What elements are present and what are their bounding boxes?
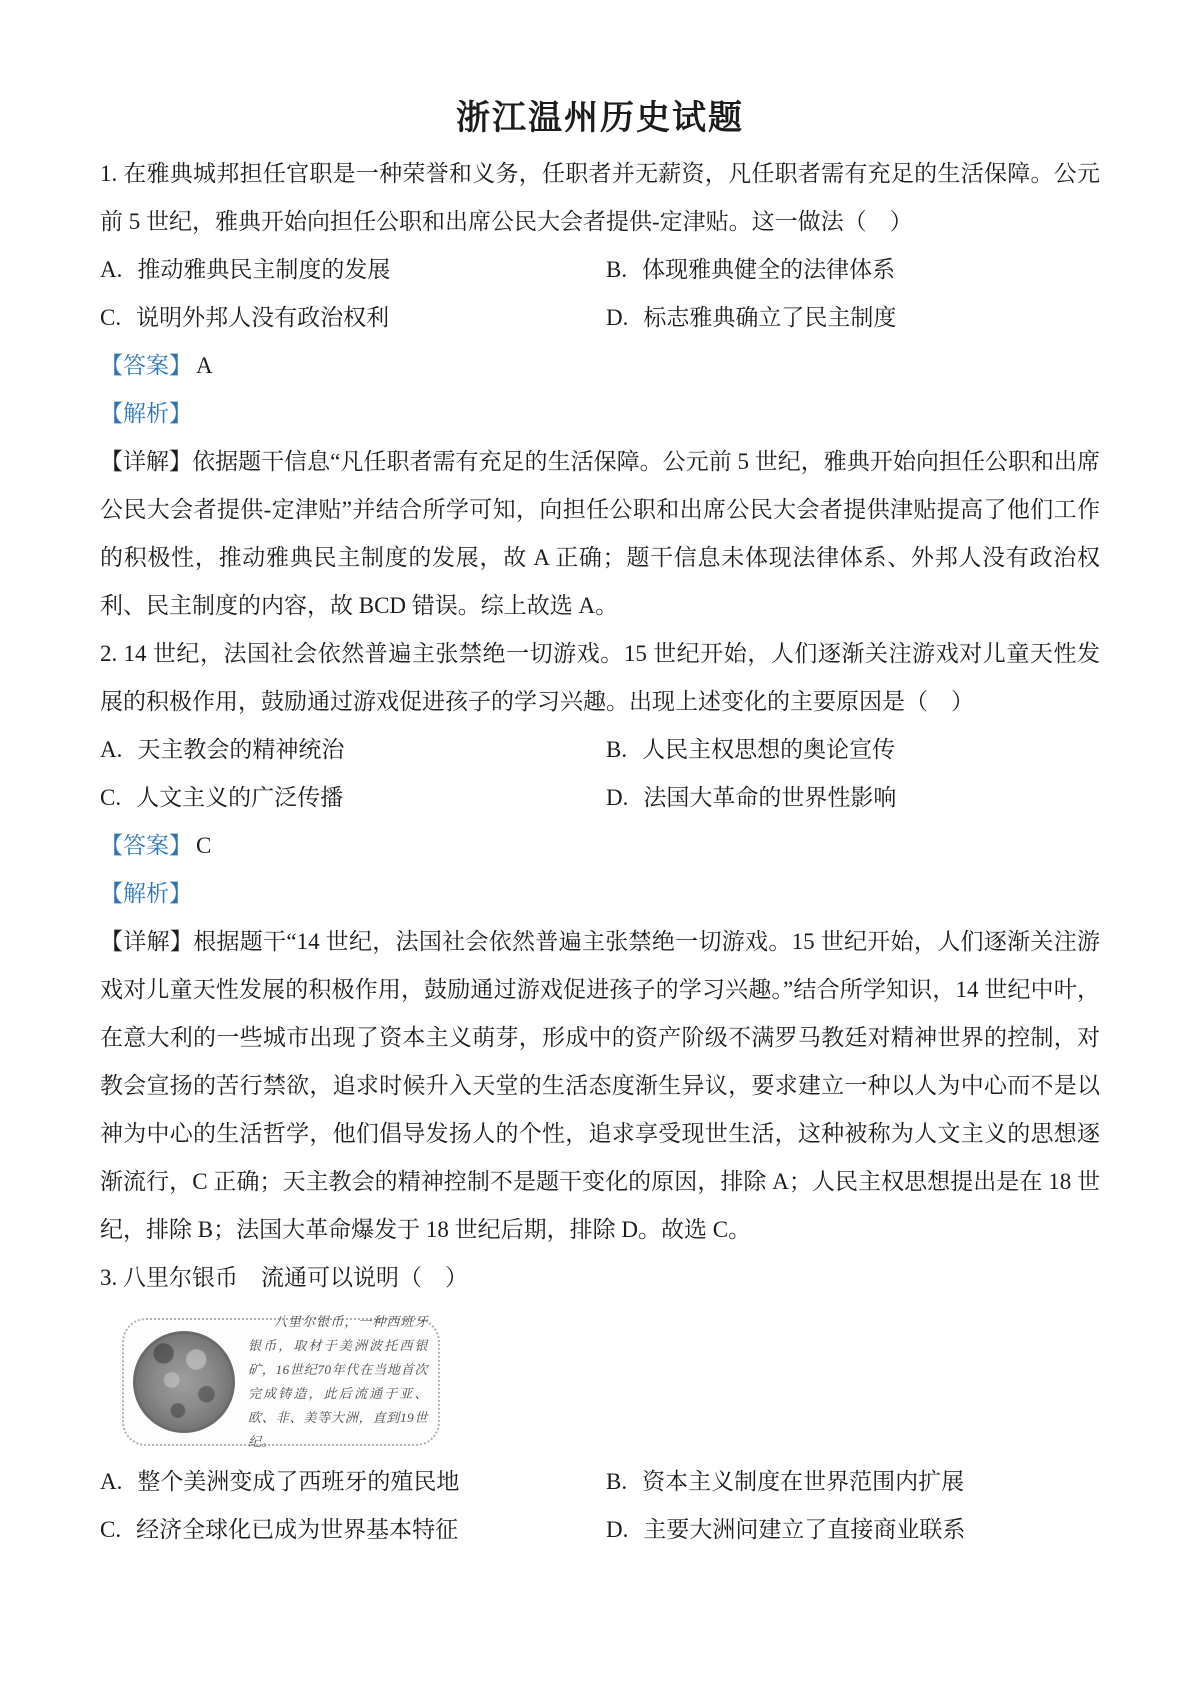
option-key: C. (100, 305, 122, 330)
option-key: D. (606, 785, 629, 810)
option-c (100, 1506, 606, 1554)
coin-figure (122, 1314, 440, 1449)
detail-label: 【详解】 (100, 449, 193, 474)
option-text: 说明外邦人没有政治权利 (136, 305, 390, 330)
question-2 (100, 630, 1100, 1254)
coin-caption: 八里尔银币，一种西班牙银币，取材于美洲波托西银矿，16世纪70年代在当地首次完成铸造，此后流通于亚、欧、非、美等大洲，直到19世纪。 (248, 1314, 428, 1449)
option-a (100, 246, 606, 294)
option-b (606, 246, 1100, 294)
option-text: 人文主义的广泛传播 (136, 785, 344, 810)
detail-text: 依据题干信息“凡任职者需有充足的生活保障。公元前 5 世纪，雅典开始向担任公职和出席公民大会者提供-定津贴”并结合所学可知，向担任公职和出席公民大会者提供津贴提高了他们工作的积极性，推动雅典民主制度的发展，故 A 正确；题干信息未体现法律体系、外邦人没有政治权利、民主制度的内容，故 BCD 错误。综上故选 A。 (100, 449, 1100, 618)
option-key: A. (100, 1469, 123, 1494)
detail-text: 根据题干“14 世纪，法国社会依然普遍主张禁绝一切游戏。15 世纪开始，人们逐渐关注游戏对儿童天性发展的积极作用，鼓励通过游戏促进孩子的学习兴趣。”结合所学知识，14 世纪中叶，在意大利的一些城市出现了资本主义萌芽，形成中的资产阶级不满罗马教廷对精神世界的控制，对教会宣扬的苦行禁欲，追求时候升入天堂的生活态度渐生异议，要求建立一种以人为中心而不是以神为中心的生活哲学，他们倡导发扬人的个性，追求享受现世生活，这种被称为人文主义的思想逐渐流行，C 正确；天主教会的精神控制不是题干变化的原因，排除 A；人民主权思想提出是在 18 世纪，排除 B；法国大革命爆发于 18 世纪后期，排除 D。故选 C。 (100, 929, 1100, 1242)
options-row (100, 1458, 1100, 1554)
option-b (606, 726, 1100, 774)
option-text: 经济全球化已成为世界基本特征 (136, 1517, 459, 1542)
options-row (100, 726, 1100, 822)
option-b (606, 1458, 1100, 1506)
option-text: 体现雅典健全的法律体系 (642, 257, 896, 282)
option-d (606, 774, 1100, 822)
analysis-label: 【解析】 (100, 881, 192, 906)
analysis-label: 【解析】 (100, 401, 192, 426)
question-stem: 1. 在雅典城邦担任官职是一种荣誉和义务，任职者并无薪资，凡任职者需有充足的生活保障。公元前 5 世纪，雅典开始向担任公职和出席公民大会者提供-定津贴。这一做法（ ） (100, 161, 1100, 234)
option-text: 推动雅典民主制度的发展 (137, 257, 391, 282)
question-stem: 3. 八里尔银币 流通可以说明（ ） (100, 1265, 468, 1290)
option-text: 天主教会的精神统治 (137, 737, 345, 762)
option-key: B. (606, 1469, 628, 1494)
option-d (606, 1506, 1100, 1554)
answer-label: 【答案】 (100, 353, 192, 378)
option-text: 资本主义制度在世界范围内扩展 (642, 1469, 965, 1494)
analysis-line (100, 390, 1100, 438)
question-3 (100, 1254, 1100, 1554)
answer-value: A (196, 353, 213, 378)
answer-value: C (196, 833, 212, 858)
option-key: C. (100, 785, 122, 810)
option-a (100, 1458, 606, 1506)
option-c (100, 294, 606, 342)
option-text: 法国大革命的世界性影响 (643, 785, 897, 810)
option-key: A. (100, 737, 123, 762)
question-stem: 2. 14 世纪，法国社会依然普遍主张禁绝一切游戏。15 世纪开始，人们逐渐关注游戏对儿童天性发展的积极作用，鼓励通过游戏促进孩子的学习兴趣。出现上述变化的主要原因是（ ） (100, 641, 1100, 714)
option-text: 人民主权思想的奥论宣传 (642, 737, 896, 762)
option-key: D. (606, 305, 629, 330)
question-1 (100, 150, 1100, 630)
analysis-line (100, 870, 1100, 918)
option-key: A. (100, 257, 123, 282)
option-text: 标志雅典确立了民主制度 (643, 305, 897, 330)
coin-image (133, 1331, 235, 1433)
option-text: 主要大洲问建立了直接商业联系 (643, 1517, 966, 1542)
answer-line (100, 342, 1100, 390)
option-text: 整个美洲变成了西班牙的殖民地 (137, 1469, 460, 1494)
detail-label: 【详解】 (100, 929, 194, 954)
answer-label: 【答案】 (100, 833, 192, 858)
option-key: D. (606, 1517, 629, 1542)
option-key: C. (100, 1517, 122, 1542)
answer-line (100, 822, 1100, 870)
options-row (100, 246, 1100, 342)
option-d (606, 294, 1100, 342)
detail-paragraph (100, 438, 1100, 630)
option-key: B. (606, 737, 628, 762)
detail-paragraph (100, 918, 1100, 1254)
option-key: B. (606, 257, 628, 282)
option-c (100, 774, 606, 822)
option-a (100, 726, 606, 774)
page-title: 浙江温州历史试题 (456, 99, 744, 137)
